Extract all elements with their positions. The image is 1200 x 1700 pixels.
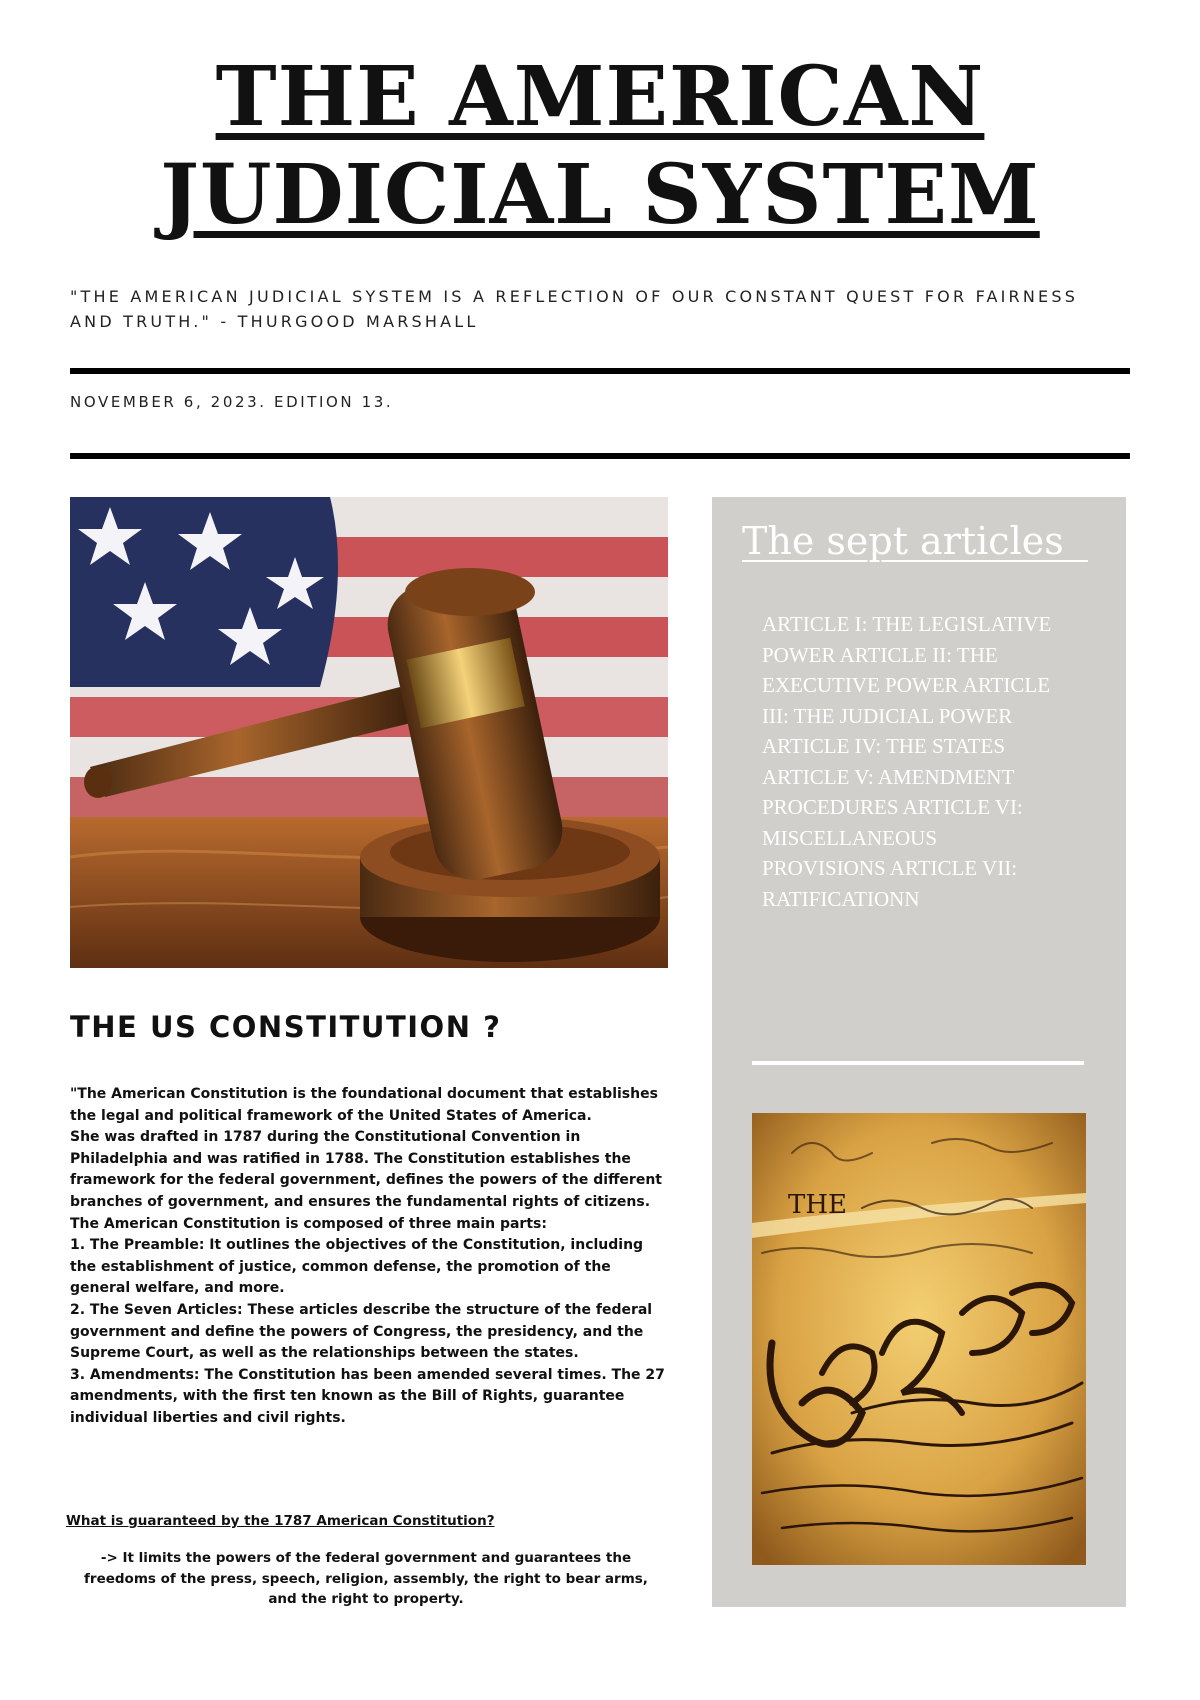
constitution-heading: THE US CONSTITUTION ? bbox=[70, 1010, 502, 1044]
articles-list: ARTICLE I: THE LEGISLATIVE POWER ARTICLE II: THE EXECUTIVE POWER ARTICLE III: THE JUDICIAL POWER ARTICLE IV: THE STATES ARTICLE V: AMENDMENT PROCEDURES ARTICLE VI: MISCELLANEOUS PROVISIONS ARTICLE VII: RATIFICATIONN bbox=[762, 612, 1052, 911]
sidebar-divider bbox=[752, 1061, 1084, 1065]
body-paragraph: 2. The Seven Articles: These articles describe the structure of the federal government and define the powers of Congress, the presidency, and the Supreme Court, as well as the relationships between the states. bbox=[70, 1301, 653, 1362]
articles-sidebar bbox=[712, 497, 1126, 1607]
header-quote: "THE AMERICAN JUDICIAL SYSTEM IS A REFLECTION OF OUR CONSTANT QUEST FOR FAIRNESS AND TRUTH." - THURGOOD MARSHALL bbox=[70, 287, 1079, 331]
body-paragraph: 1. The Preamble: It outlines the objectives of the Constitution, including the establishment of justice, common defense, the promotion of the general welfare, and more. bbox=[70, 1237, 644, 1297]
title-line-2: JUDICIAL SYSTEM bbox=[160, 147, 1040, 243]
body-paragraph: She was drafted in 1787 during the Constitutional Convention in Philadelphia and was ratified in 1788. The Constitution establishes the framework for the federal government, defines the powers of the different branches of government, and ensures the fundamental rights of citizens. bbox=[70, 1129, 662, 1210]
title-line-1: THE AMERICAN bbox=[215, 49, 985, 145]
page-title bbox=[0, 48, 1200, 244]
body-paragraph: "The American Constitution is the foundational document that establishes the legal and political framework of the United States of America. bbox=[70, 1086, 658, 1124]
dateline: NOVEMBER 6, 2023. EDITION 13. bbox=[70, 393, 394, 411]
gavel-flag-photo bbox=[70, 497, 668, 968]
bottom-divider bbox=[70, 453, 1130, 459]
constitution-body bbox=[70, 1084, 670, 1430]
sidebar-title: The sept articles bbox=[742, 519, 1088, 563]
question-heading: What is guaranteed by the 1787 American Constitution? bbox=[66, 1513, 495, 1529]
constitution-parchment-photo bbox=[752, 1113, 1086, 1565]
answer-text: -> It limits the powers of the federal government and guarantees the freedoms of the press, speech, religion, assembly, the right to bear arms, and the right to property. bbox=[84, 1550, 648, 1607]
top-divider bbox=[70, 368, 1130, 374]
body-paragraph: 3. Amendments: The Constitution has been amended several times. The 27 amendments, with the first ten known as the Bill of Rights, guarantee individual liberties and civil rights. bbox=[70, 1366, 665, 1426]
body-paragraph: The American Constitution is composed of three main parts: bbox=[70, 1215, 547, 1232]
svg-text:THE: THE bbox=[788, 1190, 847, 1220]
